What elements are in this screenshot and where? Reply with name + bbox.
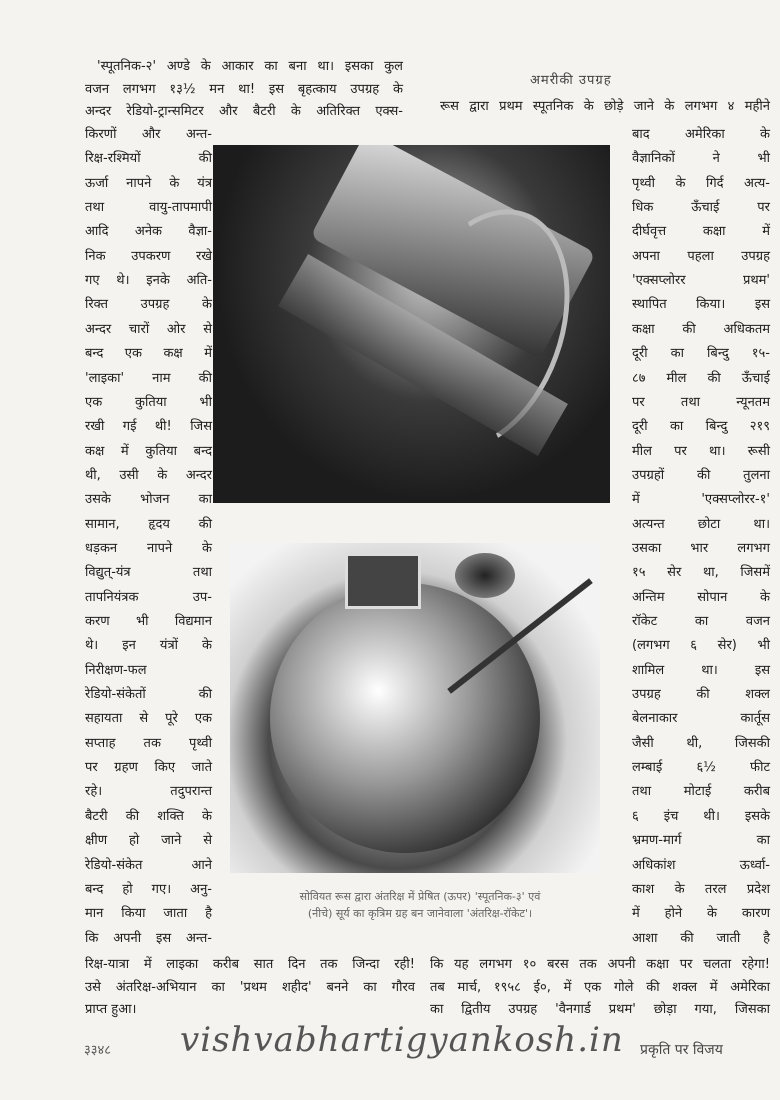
text-line: कक्षा की अधिकतम (632, 321, 770, 337)
text-line: १५ सेर था, जिसमें (632, 565, 770, 581)
photo-space-rocket (230, 543, 600, 873)
text-line: 'एक्सप्लोरर प्रथम' (632, 273, 770, 289)
text-line: अन्तिम सोपान के (632, 589, 770, 605)
text-line: बन्द हो गए। अनु- (85, 881, 212, 897)
text-line: अन्दर रेडियो-ट्रान्समिटर और बैटरी के अतिरिक्त एक्स- (85, 104, 403, 119)
caption-line: (नीचे) सूर्य का कृत्रिम ग्रह बन जानेवाला 'अंतरिक्ष-रॉकेट'। (307, 907, 533, 920)
text-line: में 'एक्सप्लोरर-१' (632, 492, 770, 508)
text-line: मान किया जाता है (85, 906, 212, 922)
text-line: कि यह लगभग १० बरस तक अपनी कक्षा पर चलता रहेगा! (430, 957, 770, 972)
text-line: का द्वितीय उपग्रह 'वैनगार्ड प्रथम' छोड़ा गया, जिसका (430, 1002, 770, 1017)
text-line: जैसी थी, जिसकी (632, 735, 770, 751)
text-line: तब मार्च, १९५८ ई०, में एक गोले की शक्ल में अमेरिका (430, 979, 770, 995)
text-line: रखी गई थी! जिस (85, 419, 212, 435)
photo-sputnik-3 (213, 145, 610, 503)
text-line: वजन लगभग १३½ मन था! इस बृहत्काय उपग्रह के (85, 81, 403, 97)
text-line: सामान, हृदय की (85, 516, 212, 532)
text-line: अन्दर चारों ओर से (85, 321, 212, 337)
text-line: उपग्रहों की तुलना (632, 467, 770, 483)
text-line: अपना पहला उपग्रह (632, 248, 770, 264)
text-line: अत्यन्त छोटा था। (632, 516, 770, 532)
text-line: उसका भार लगभग (632, 540, 770, 556)
text-line: रेडियो-संकेतों की (85, 687, 212, 703)
watermark: vishvabhartigyankosh.in (180, 1020, 624, 1060)
text-line: सप्ताह तक पृथ्वी (85, 735, 212, 751)
text-line: दीर्घवृत्त कक्षा में (632, 224, 770, 240)
text-line: तथा वायु-तापमापी (85, 200, 212, 216)
text-line: शामिल था। इस (632, 662, 770, 678)
text-line: धड़कन नापने के (85, 540, 212, 556)
text-line: 'स्पूतनिक-२' अण्डे के आकार का बना था। इसका कुल (97, 59, 403, 74)
text-line: मील पर था। रूसी (632, 443, 770, 459)
text-line: पृथ्वी के गिर्द अत्य- (632, 175, 770, 191)
text-line: रॉकेट का वजन (632, 614, 770, 629)
text-line: कक्ष में कुतिया बन्द (85, 443, 212, 459)
text-line: दूरी का बिन्दु १५- (632, 346, 770, 362)
text-line: तथा मोटाई करीब (632, 784, 770, 800)
text-line: प्राप्त हुआ। (85, 1002, 137, 1017)
text-line: करण भी विद्यमान (85, 614, 212, 629)
text-line: बेलनाकार कार्तूस (632, 711, 770, 727)
text-line: कि अपनी इस अन्त- (85, 930, 212, 946)
text-line: विद्युत्-यंत्र तथा (85, 565, 212, 581)
text-line: रिक्त उपग्रह के (85, 297, 212, 313)
text-line: लम्बाई ६½ फीट (632, 760, 770, 776)
text-line: गए थे। इनके अति- (85, 273, 212, 289)
text-line: उसे अंतरिक्ष-अभियान का 'प्रथम शहीद' बनने का गौरव (85, 979, 415, 995)
text-line: ८७ मील की ऊँचाई (632, 370, 770, 386)
text-line: निरीक्षण-फल (85, 662, 147, 678)
text-line: अधिकांश ऊर्ध्वा- (632, 857, 770, 873)
text-line: एक कुतिया भी (85, 394, 212, 410)
text-line: उसके भोजन का (85, 492, 212, 508)
text-line: (लगभग ६ सेर) भी (632, 638, 770, 654)
text-line: आदि अनेक वैज्ञा- (85, 224, 212, 240)
text-line: पर तथा न्यूनतम (632, 394, 770, 410)
text-line: तापनियंत्रक उप- (85, 589, 212, 605)
text-line: ६ इंच थी। इसके (632, 808, 770, 824)
text-line: बैटरी की शक्ति के (85, 808, 212, 824)
text-line: आशा की जाती है (632, 930, 770, 946)
text-line: उपग्रह की शक्ल (632, 687, 770, 703)
text-line: काश के तरल प्रदेश (632, 881, 770, 897)
text-line: रेडियो-संकेत आने (85, 857, 212, 873)
figure-caption (240, 888, 600, 922)
text-line: किरणों और अन्त- (85, 127, 212, 142)
text-line: रिक्ष-यात्रा में लाइका करीब सात दिन तक जिन्दा रही! (85, 957, 415, 972)
text-line: बाद अमेरिका के (632, 127, 770, 142)
text-line: क्षीण हो जाने से (85, 833, 212, 849)
text-line: भ्रमण-मार्ग का (632, 833, 770, 849)
page-number: ३३४८ (84, 1043, 112, 1058)
text-line: रूस द्वारा प्रथम स्पूतनिक के छोड़े जाने के लगभग ४ महीने (440, 99, 770, 114)
text-line: थे। इन यंत्रों के (85, 638, 212, 654)
text-line: में होने के कारण (632, 906, 770, 922)
text-line: पर ग्रहण किए जाते (85, 760, 212, 776)
text-line: धिक ऊँचाई पर (632, 200, 770, 216)
text-line: वैज्ञानिकों ने भी (632, 151, 770, 167)
text-line: दूरी का बिन्दु २१९ (632, 419, 770, 435)
section-heading: अमरीकी उपग्रह (530, 73, 612, 88)
text-line: रहे। तदुपरान्त (85, 784, 212, 800)
text-line: स्थापित किया। इस (632, 297, 770, 313)
running-title: प्रकृति पर विजय (640, 1042, 723, 1058)
caption-line: सोवियत रूस द्वारा अंतरिक्ष में प्रेषित (ऊपर) 'स्पूतनिक-३' एवं (299, 890, 541, 903)
text-line: निक उपकरण रखे (85, 248, 212, 264)
text-line: 'लाइका' नाम की (85, 370, 212, 386)
text-line: थी, उसी के अन्दर (85, 467, 212, 483)
text-line: बन्द एक कक्ष में (85, 346, 212, 362)
text-line: सहायता से पूरे एक (85, 711, 212, 727)
text-line: रिक्ष-रश्मियों की (85, 151, 212, 167)
text-line: ऊर्जा नापने के यंत्र (85, 175, 212, 191)
